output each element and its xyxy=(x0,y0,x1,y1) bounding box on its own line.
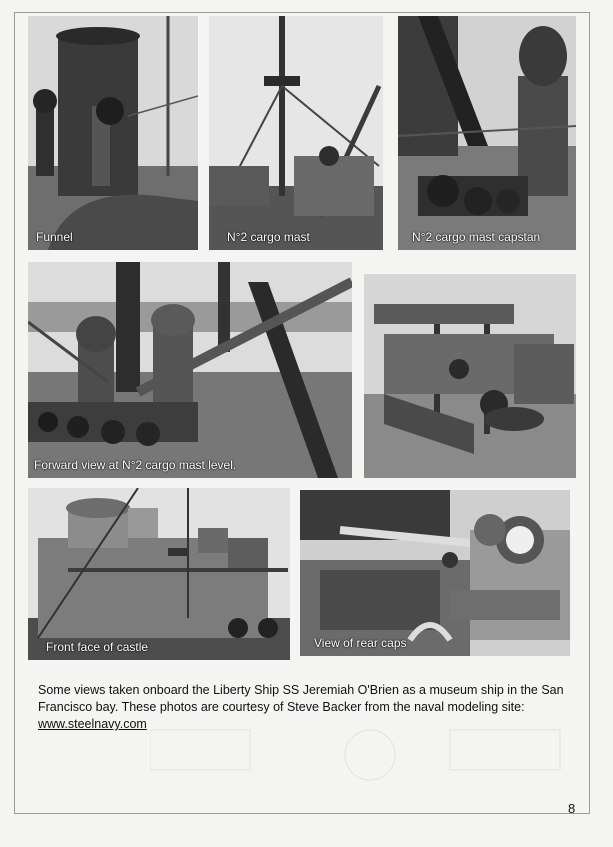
photo-castle xyxy=(28,488,290,660)
photo-caption: Front face of castle xyxy=(46,640,149,654)
photo-forward-view xyxy=(28,262,352,478)
steelnavy-link[interactable]: www.steelnavy.com xyxy=(38,717,147,731)
photo-caption: Forward view at N°2 cargo mast level. xyxy=(34,458,237,472)
photo-funnel xyxy=(28,16,198,250)
photo-rear-capstan xyxy=(300,490,570,656)
photo-caption: Funnel xyxy=(36,230,73,244)
page-number: 8 xyxy=(568,801,576,816)
photo-capstan xyxy=(398,16,576,250)
credits-text: Some views taken onboard the Liberty Ship SS Jeremiah O'Brien as a museum ship in the San Francisco bay. These photos are courtesy of Steve Backer from the naval modeling site: xyxy=(38,683,564,714)
photo-deck-view xyxy=(364,274,576,478)
photo-caption: N°2 cargo mast xyxy=(227,230,310,244)
photo-caption: N°2 cargo mast capstan xyxy=(412,230,541,244)
photo-cargo-mast xyxy=(209,16,383,250)
bleed-through-decoration xyxy=(150,720,570,790)
photo-caption: View of rear caps xyxy=(314,636,407,650)
